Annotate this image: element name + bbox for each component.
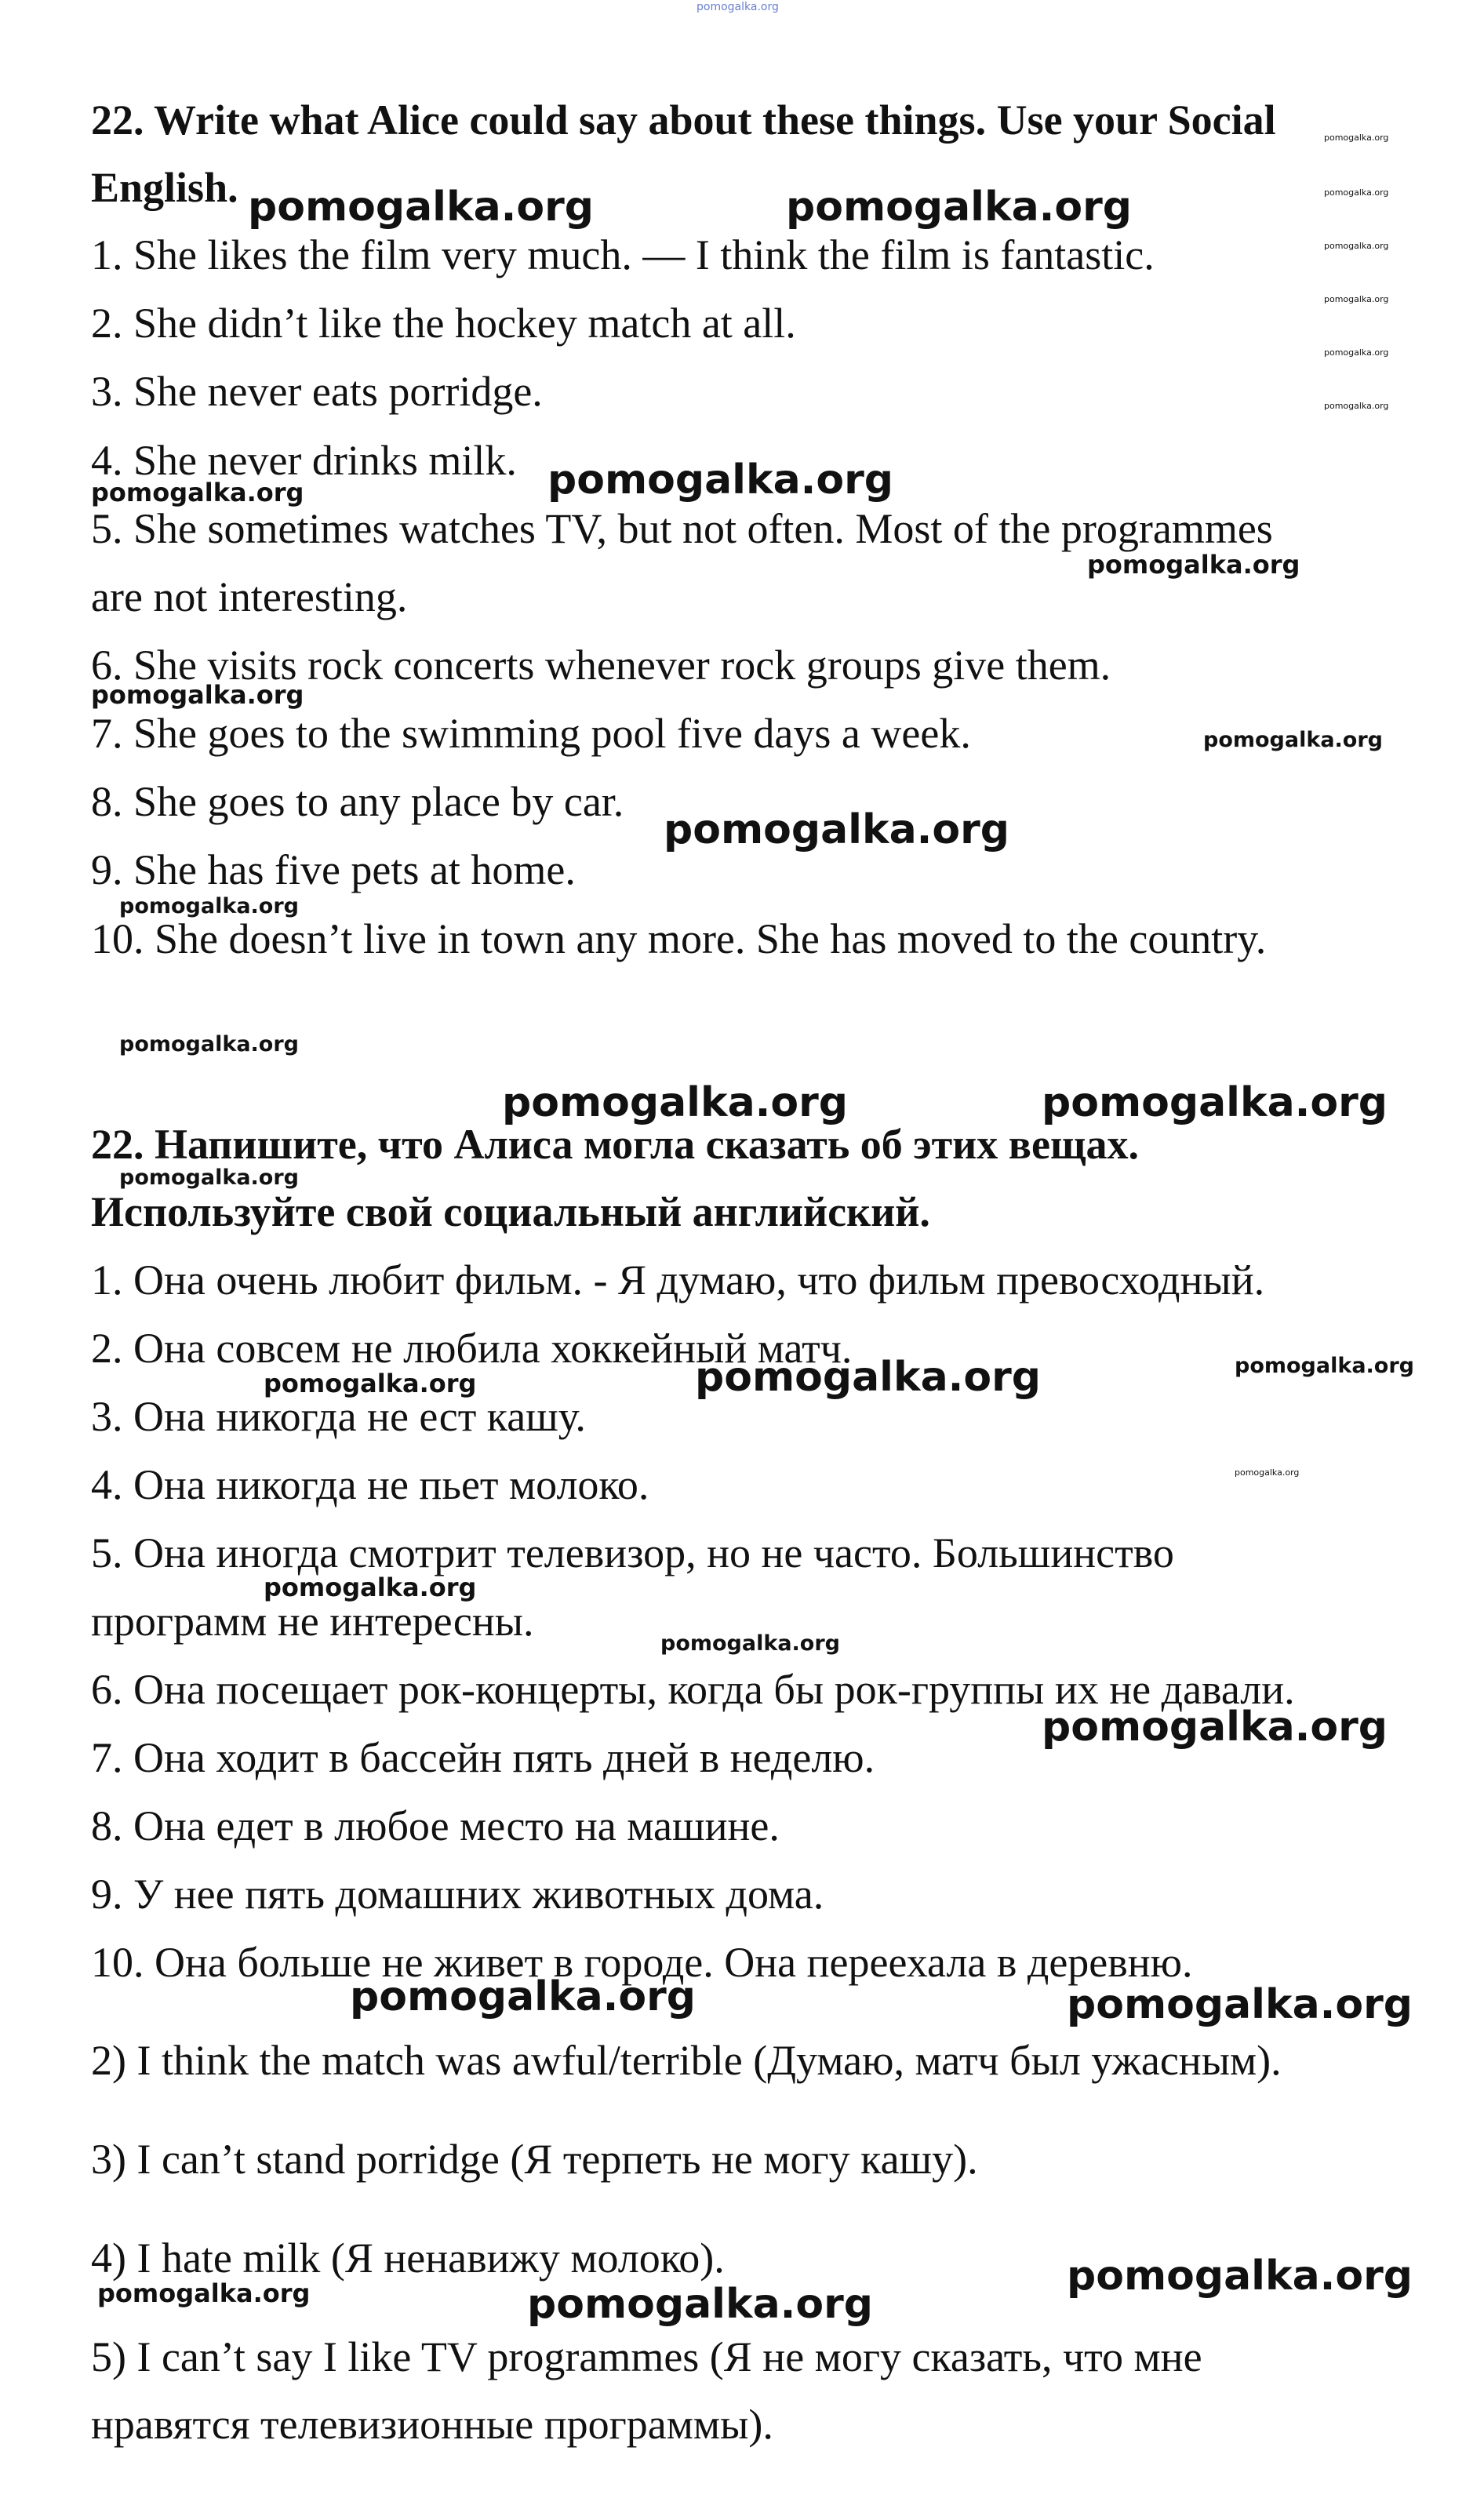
russian-item-10: 10. Она больше не живет в городе. Она переехала в деревню. bbox=[91, 1939, 1193, 1986]
answer-3: 3) I can’t stand porridge (Я терпеть не могу кашу). bbox=[91, 2136, 978, 2183]
russian-item-2: 2. Она совсем не любила хоккейный матч. bbox=[91, 1325, 853, 1372]
english-item-3: 3. She never eats porridge. bbox=[91, 368, 543, 415]
watermark: pomogalka.org bbox=[1067, 2253, 1413, 2300]
watermark: pomogalka.org bbox=[786, 184, 1133, 231]
answer-4: 4) I hate milk (Я ненавижу молоко). bbox=[91, 2234, 725, 2282]
english-item-9: 9. She has five pets at home. bbox=[91, 846, 576, 893]
watermark: pomogalka.org bbox=[1042, 1704, 1388, 1751]
watermark: pomogalka.org bbox=[527, 2281, 874, 2328]
watermark: pomogalka.org bbox=[119, 894, 299, 918]
watermark: pomogalka.org bbox=[97, 2278, 311, 2308]
watermark: pomogalka.org bbox=[1324, 133, 1389, 143]
answer-2: 2) I think the match was awful/terrible (Думаю, матч был ужасным). bbox=[91, 2037, 1282, 2084]
watermark: pomogalka.org bbox=[1203, 728, 1383, 752]
russian-heading-line2: Используйте свой социальный английский. bbox=[91, 1188, 930, 1235]
russian-heading-line1: 22. Напишите, что Алиса могла сказать об этих вещах. bbox=[91, 1121, 1139, 1168]
english-item-4: 4. She never drinks milk. bbox=[91, 437, 517, 484]
watermark: pomogalka.org bbox=[1235, 1354, 1414, 1378]
watermark: pomogalka.org bbox=[264, 1369, 477, 1398]
english-item-10: 10. She doesn’t live in town any more. She has moved to the country. bbox=[91, 915, 1267, 962]
russian-item-1: 1. Она очень любит фильм. - Я думаю, что фильм превосходный. bbox=[91, 1256, 1265, 1304]
watermark: pomogalka.org bbox=[264, 1573, 477, 1602]
russian-item-6: 6. Она посещает рок-концерты, когда бы рок-группы их не давали. bbox=[91, 1666, 1295, 1713]
watermark: pomogalka.org bbox=[1087, 550, 1300, 580]
russian-item-5: 5. Она иногда смотрит телевизор, но не часто. Большинство bbox=[91, 1529, 1174, 1576]
english-item-5-cont: are not interesting. bbox=[91, 573, 408, 620]
english-item-6: 6. She visits rock concerts whenever rock groups give them. bbox=[91, 642, 1111, 689]
english-item-1: 1. She likes the film very much. — I think the film is fantastic. bbox=[91, 231, 1155, 278]
watermark: pomogalka.org bbox=[119, 1032, 299, 1056]
watermark: pomogalka.org bbox=[248, 184, 595, 231]
watermark: pomogalka.org bbox=[660, 1631, 840, 1656]
watermark: pomogalka.org bbox=[91, 478, 304, 507]
russian-item-9: 9. У нее пять домашних животных дома. bbox=[91, 1871, 824, 1918]
russian-item-7: 7. Она ходит в бассейн пять дней в неделю. bbox=[91, 1734, 875, 1781]
english-item-5: 5. She sometimes watches TV, but not often. Most of the programmes bbox=[91, 505, 1273, 552]
watermark: pomogalka.org bbox=[350, 1973, 697, 2020]
watermark: pomogalka.org bbox=[91, 680, 304, 710]
watermark: pomogalka.org bbox=[119, 1165, 299, 1190]
watermark: pomogalka.org bbox=[1324, 347, 1389, 358]
answer-5: 5) I can’t say I like TV programmes (Я не могу сказать, что мне bbox=[91, 2333, 1202, 2380]
watermark: pomogalka.org bbox=[1042, 1079, 1388, 1126]
answer-5-cont: нравятся телевизионные программы). bbox=[91, 2401, 773, 2448]
russian-item-4: 4. Она никогда не пьет молоко. bbox=[91, 1461, 649, 1508]
russian-item-5-cont: программ не интересны. bbox=[91, 1598, 534, 1645]
watermark: pomogalka.org bbox=[547, 456, 894, 504]
english-heading-line1: 22. Write what Alice could say about these things. Use your Social bbox=[91, 96, 1276, 144]
watermark: pomogalka.org bbox=[1324, 401, 1389, 411]
watermark: pomogalka.org bbox=[1324, 241, 1389, 251]
watermark: pomogalka.org bbox=[1067, 1981, 1413, 2028]
watermark: pomogalka.org bbox=[1324, 294, 1389, 304]
watermark: pomogalka.org bbox=[1324, 187, 1389, 198]
watermark: pomogalka.org bbox=[1235, 1467, 1300, 1478]
english-item-7: 7. She goes to the swimming pool five days a week. bbox=[91, 710, 971, 757]
russian-item-3: 3. Она никогда не ест кашу. bbox=[91, 1393, 586, 1440]
english-item-8: 8. She goes to any place by car. bbox=[91, 778, 624, 825]
english-item-2: 2. She didn’t like the hockey match at all. bbox=[91, 300, 796, 347]
russian-item-8: 8. Она едет в любое место на машине. bbox=[91, 1802, 780, 1849]
watermark: pomogalka.org bbox=[502, 1079, 849, 1126]
watermark: pomogalka.org bbox=[664, 806, 1010, 853]
watermark-top: pomogalka.org bbox=[697, 1, 779, 13]
english-heading-line2: English. bbox=[91, 164, 238, 211]
watermark: pomogalka.org bbox=[695, 1354, 1042, 1401]
